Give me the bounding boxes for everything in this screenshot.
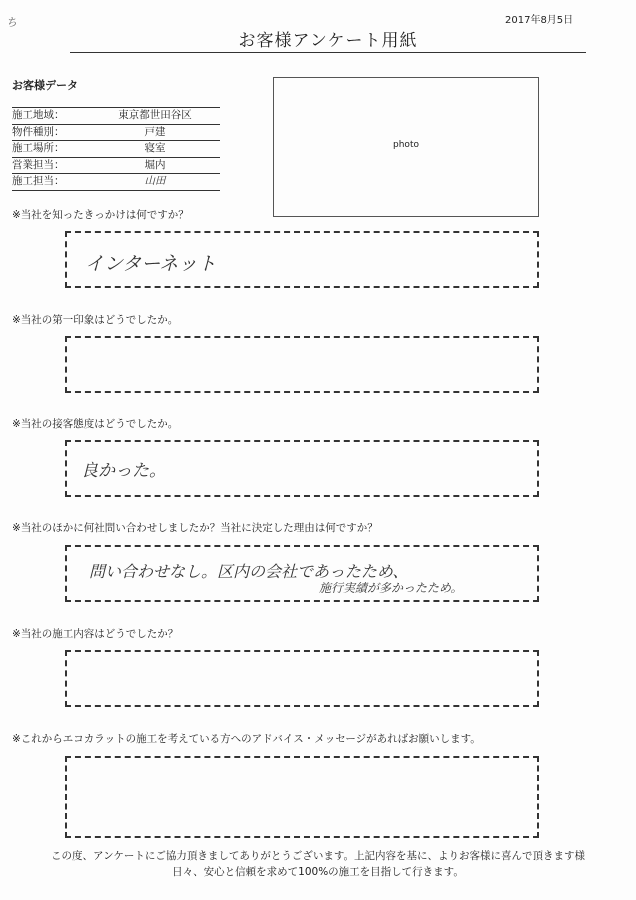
survey-date: 2017年8月5日 (505, 15, 574, 26)
customer-data-table (12, 107, 220, 191)
customer-value-handwritten: 山田 (144, 175, 166, 187)
customer-row-location (12, 141, 220, 158)
answer-box-5 (65, 650, 539, 707)
title-bar (70, 24, 586, 53)
question-3: ※当社の接客態度はどうでしたか。 (12, 418, 179, 430)
question-5: ※当社の施工内容はどうでしたか？ (12, 628, 179, 640)
page-title: お客様アンケート用紙 (238, 31, 418, 51)
answer-box-2 (65, 336, 539, 393)
customer-value: 東京都世田谷区 (118, 109, 192, 121)
question-2: ※当社の第一印象はどうでしたか。 (12, 314, 179, 326)
customer-value: 堀内 (144, 158, 166, 171)
customer-row-installer (12, 174, 220, 191)
customer-label: 施工場所： (12, 142, 65, 154)
customer-row-property-type (12, 125, 220, 142)
question-1: ※当社を知ったきっかけは何ですか？ (12, 209, 189, 221)
customer-value: 戸建 (144, 125, 166, 138)
customer-label: 物件種別： (12, 125, 65, 138)
answer-box-3 (65, 440, 539, 497)
customer-label: 営業担当： (12, 158, 65, 171)
answer-4: 問い合わせなし。区内の会社であったため、 (89, 562, 409, 581)
customer-value: 寝室 (144, 142, 166, 154)
customer-row-sales-rep (12, 158, 220, 175)
customer-data-heading: お客様データ (12, 79, 78, 92)
answer-3: 良かった。 (81, 461, 166, 481)
customer-label: 施工担当： (12, 175, 65, 187)
answer-box-6 (65, 756, 539, 838)
question-6: ※これからエコカラットの施工を考えている方へのアドバイス・メッセージがあればお願いします。 (12, 733, 481, 745)
question-4: ※当社のほかに何社問い合わせしましたか？当社に決定した理由は何ですか？ (12, 522, 378, 534)
photo-frame (273, 77, 539, 217)
customer-label: 施工地域： (12, 109, 65, 121)
answer-4-line2: 施行実績が多かったため。 (319, 581, 463, 595)
corner-scribble: ち (6, 16, 17, 29)
footer-line-2: 日々、安心と信頼を求めて100%の施工を目指して行きます。 (172, 866, 464, 878)
photo-label: photo (393, 140, 419, 150)
answer-box-4 (65, 545, 539, 602)
footer-line-1: この度、アンケートにご協力頂きましてありがとうございます。上記内容を基に、よりお客様に喜んで頂きます様 (50, 850, 586, 862)
answer-1: インターネット (85, 253, 217, 275)
answer-box-1 (65, 231, 539, 288)
customer-row-area (12, 108, 220, 125)
